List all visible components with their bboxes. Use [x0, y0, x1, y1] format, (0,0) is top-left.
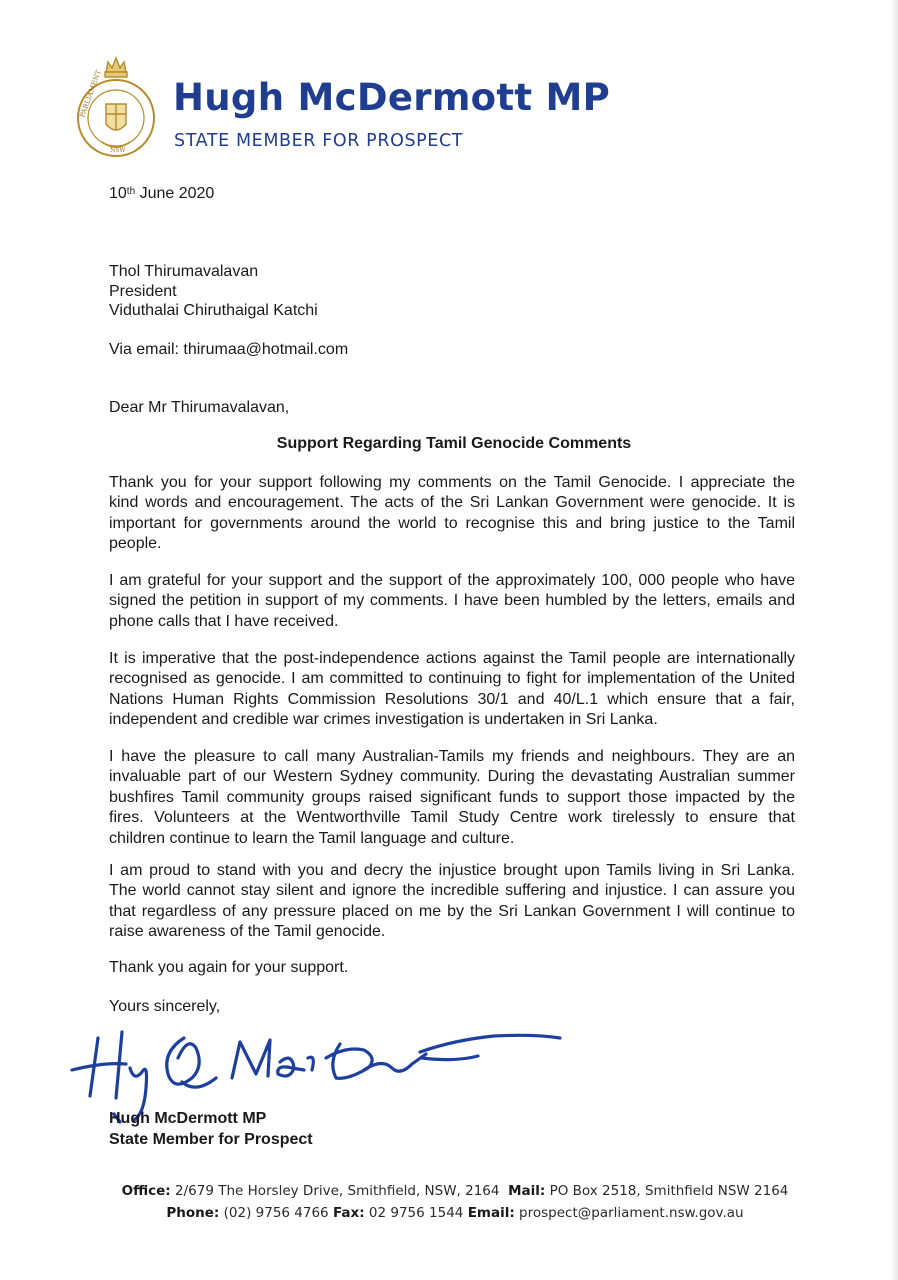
svg-text:NSW: NSW: [110, 147, 126, 154]
body-paragraph-1: [109, 473, 795, 555]
letterhead-name: Hugh McDermott MP: [173, 76, 611, 119]
body-line: I am grateful for your support and the support of the approximately 100, 000 people who have: [109, 572, 795, 589]
body-line: The world cannot stay silent and ignore the incredible suffering and injustice. I can assure you: [109, 882, 795, 900]
letterhead-role: STATE MEMBER FOR PROSPECT: [174, 131, 464, 151]
salutation: Dear Mr Thirumavalavan,: [109, 399, 290, 416]
body-line: important for governments around the world to recognise this and bring justice to the Tamil: [109, 514, 795, 532]
footer-phone-label: Phone:: [166, 1205, 220, 1221]
body-line: independent and credible war crimes investigation is undertaken in Sri Lanka.: [109, 711, 658, 729]
body-line: invaluable part of our Western Sydney community. During the devastating Australian summer: [109, 768, 795, 786]
date-month-year: June 2020: [135, 185, 215, 202]
body-line: raise awareness of the Tamil genocide.: [109, 923, 386, 941]
body-paragraph-3: [109, 649, 795, 731]
footer-address-line: [0, 1183, 898, 1199]
body-line: I am proud to stand with you and decry the injustice brought upon Tamils living in Sri Lanka.: [109, 862, 795, 879]
body-line: phone calls that I have received.: [109, 612, 339, 630]
body-paragraph-5: [109, 861, 795, 943]
recipient-name: Thol Thirumavalavan: [109, 263, 259, 280]
recipient-email: Via email: thirumaa@hotmail.com: [109, 341, 349, 358]
closing: Yours sincerely,: [109, 998, 221, 1015]
body-line: children continue to learn the Tamil language and culture.: [109, 829, 515, 847]
recipient-title: President: [109, 283, 177, 300]
footer-office-label: Office:: [121, 1183, 171, 1199]
footer-contact-line: [0, 1205, 898, 1221]
footer-mail-label: Mail:: [508, 1183, 546, 1199]
body-line: kind words and encouragement. The acts of the Sri Lankan Government were genocide. It is: [109, 494, 795, 512]
body-line: that regardless of any pressure placed on me by the Sri Lankan Government I will continue to: [109, 902, 795, 920]
body-line: fires. Volunteers at the Wentworthville Tamil Study Centre work tirelessly to ensure that: [109, 809, 795, 827]
body-paragraph-2: [109, 571, 795, 632]
date-suffix: th: [126, 186, 136, 197]
signatory-title: State Member for Prospect: [109, 1131, 313, 1148]
body-line: Nations Human Rights Commission Resolutions 30/1 and 40/L.1 which ensure that a fair,: [109, 690, 795, 708]
body-line: people.: [109, 535, 162, 553]
signatory-name: Hugh McDermott MP: [109, 1110, 267, 1127]
body-line: bushfires Tamil community groups raised significant funds to support those impacted by the: [109, 788, 795, 806]
footer-email: prospect@parliament.nsw.gov.au: [519, 1205, 744, 1221]
letter-date: [109, 184, 214, 204]
footer-phone: (02) 9756 4766: [223, 1205, 329, 1221]
body-line: signed the petition in support of my comments. I have been humbled by the letters, emails and: [109, 592, 795, 610]
svg-text:PARLIAMENT: PARLIAMENT: [78, 69, 103, 119]
body-line: Thank you for your support following my comments on the Tamil Genocide. I appreciate the: [109, 474, 795, 491]
letter-subject: Support Regarding Tamil Genocide Comments: [276, 435, 632, 452]
body-line: I have the pleasure to call many Australian-Tamils my friends and neighbours. They are an: [109, 748, 795, 765]
date-day: 10: [109, 185, 127, 202]
body-line: It is imperative that the post-independence actions against the Tamil people are internationally: [109, 650, 795, 667]
footer-fax-label: Fax:: [332, 1205, 365, 1221]
body-line: recognised as genocide. I am committed to continuing to fight for implementation of the United: [109, 670, 795, 688]
footer-email-label: Email:: [467, 1205, 515, 1221]
recipient-organisation: Viduthalai Chiruthaigal Katchi: [109, 302, 318, 319]
body-paragraph-4: [109, 747, 795, 849]
signature-block: [109, 1108, 313, 1150]
footer-office: 2/679 The Horsley Drive, Smithfield, NSW, 2164: [175, 1183, 500, 1199]
footer-fax: 02 9756 1544: [368, 1205, 464, 1221]
footer-mail: PO Box 2518, Smithfield NSW 2164: [549, 1183, 789, 1199]
page-edge-shadow: [890, 0, 898, 1280]
body-paragraph-6: Thank you again for your support.: [109, 959, 349, 976]
parliament-seal-icon: [72, 52, 160, 164]
